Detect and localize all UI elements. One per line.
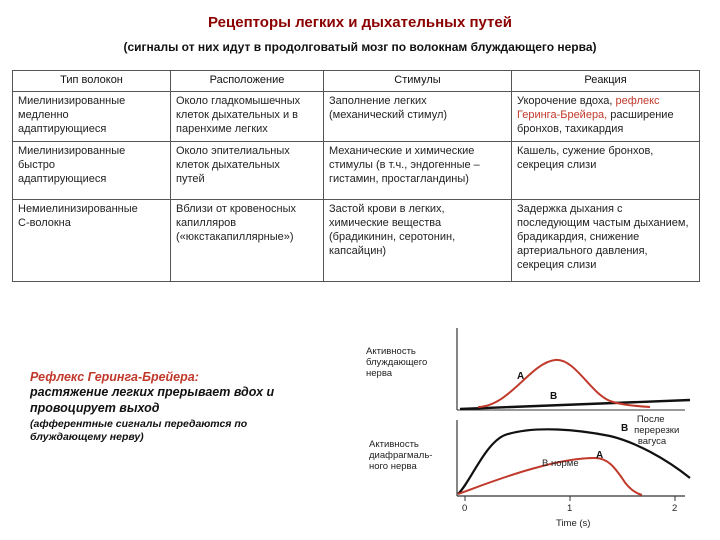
cell-line: артериального давления,	[517, 245, 648, 257]
cell-line: Заполнение легких	[329, 95, 427, 107]
nerve-activity-graph	[360, 318, 715, 538]
after-vagotomy-label: После перерезки вагуса	[634, 414, 680, 447]
cell-line: Немиелинизированные	[18, 203, 138, 215]
x-tick-label-2: 2	[672, 503, 678, 514]
table-row	[13, 200, 700, 282]
table-row	[13, 92, 700, 142]
cell-stimuli	[324, 142, 512, 200]
x-tick-label-1: 1	[567, 503, 573, 514]
cell-line: Задержка дыхания с	[517, 203, 623, 215]
cell-stimuli	[324, 200, 512, 282]
cell-text: расширение бронхов, тахикардия	[517, 109, 674, 135]
cell-line: Миелинизированные	[18, 145, 126, 157]
cell-line: (брадикинин, серотонин,	[329, 231, 456, 243]
receptors-table	[12, 70, 700, 282]
cell-line: (механический стимул)	[329, 109, 448, 121]
cell-line: («юкстакапиллярные»)	[176, 231, 294, 243]
cell-location	[171, 142, 324, 200]
x-axis-label: Time (s)	[556, 518, 591, 529]
cell-line: секреция слизи	[517, 259, 597, 271]
cell-line: путей	[176, 173, 205, 185]
cell-reaction	[512, 200, 700, 282]
column-header-fiber-type: Тип волокон	[13, 71, 171, 92]
cell-text: Укорочение вдоха,	[517, 95, 613, 107]
cell-line: медленно	[18, 109, 69, 121]
reflex-note: (афферентные сигналы передаются по блуждающему нерву)	[30, 418, 248, 443]
reflex-description	[30, 370, 300, 444]
cell-line: гистамин, простагландины)	[329, 173, 469, 185]
cell-line: секреция слизи	[517, 159, 597, 171]
table-header-row	[13, 71, 700, 92]
cell-fiber-type	[13, 142, 171, 200]
hering-breuer-highlight: рефлекс Геринга-Брейера,	[517, 95, 660, 121]
cell-line: брадикардия, снижение	[517, 231, 640, 243]
cell-line: адаптирующиеся	[18, 123, 107, 135]
normal-label: В норме	[542, 458, 579, 469]
cell-line: Механические и химические	[329, 145, 475, 157]
cell-line: стимулы (в т.ч., эндогенные –	[329, 159, 480, 171]
cell-fiber-type	[13, 92, 171, 142]
vagus-curve-b-label: B	[550, 391, 558, 402]
cell-line: последующим частым дыханием,	[517, 217, 689, 229]
phrenic-activity-label: Активность диафрагмаль- ного нерва	[369, 439, 433, 472]
cell-line: Вблизи от кровеносных	[176, 203, 296, 215]
cell-line: капилляров	[176, 217, 237, 229]
cell-location	[171, 200, 324, 282]
cell-reaction	[512, 142, 700, 200]
cell-line: быстро	[18, 159, 55, 171]
cell-location	[171, 92, 324, 142]
phrenic-curve-b-label: B	[621, 423, 629, 434]
vagus-curve-b	[460, 400, 690, 409]
cell-line: клеток дыхательных	[176, 159, 280, 171]
cell-line: Миелинизированные	[18, 95, 126, 107]
cell-line: Застой крови в легких,	[329, 203, 445, 215]
page-title: Рецепторы легких и дыхательных путей	[208, 14, 512, 31]
vagus-curve-a-label: A	[517, 371, 525, 382]
cell-line: Около эпителиальных	[176, 145, 290, 157]
cell-line: Около гладкомышечных	[176, 95, 301, 107]
phrenic-curve-a-label: A	[596, 450, 604, 461]
cell-reaction	[512, 92, 700, 142]
column-header-reaction: Реакция	[512, 71, 700, 92]
reflex-text: растяжение легких прерывает вдох и провоцирует выход	[30, 385, 275, 415]
cell-line: химические вещества	[329, 217, 442, 229]
column-header-stimuli: Стимулы	[324, 71, 512, 92]
column-header-location: Расположение	[171, 71, 324, 92]
cell-line: паренхиме легких	[176, 123, 268, 135]
x-tick-label-0: 0	[462, 503, 468, 514]
vagus-activity-label: Активность блуждающего нерва	[366, 346, 428, 379]
cell-line: клеток дыхательных и в	[176, 109, 298, 121]
table-row	[13, 142, 700, 200]
cell-stimuli	[324, 92, 512, 142]
cell-line: капсайцин)	[329, 245, 387, 257]
vagus-curve-a	[478, 360, 650, 407]
page-subtitle: (сигналы от них идут в продолговатый мозг по волокнам блуждающего нерва)	[123, 40, 597, 54]
reflex-title: Рефлекс Геринга-Брейера:	[30, 370, 199, 384]
cell-fiber-type	[13, 200, 171, 282]
cell-line: С-волокна	[18, 217, 71, 229]
cell-line: адаптирующиеся	[18, 173, 107, 185]
cell-line: Кашель, сужение бронхов,	[517, 145, 654, 157]
